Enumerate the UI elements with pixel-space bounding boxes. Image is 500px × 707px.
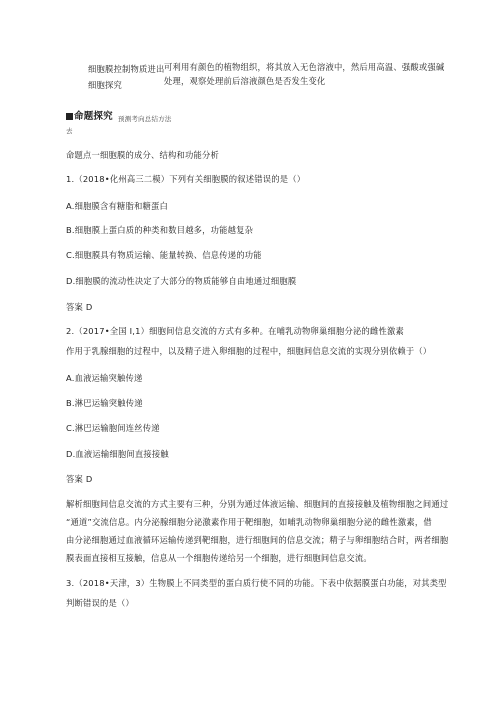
q1-option-a: A.细胞膜含有糖脂和糖蛋白: [66, 201, 169, 211]
q2-option-b: B.淋巴运输突触传递: [66, 398, 143, 408]
table-left-line1: 细胞膜控制物质进出: [88, 64, 165, 74]
q1-option-c: C.细胞膜具有物质运输、能量转换、信息传递的功能: [66, 250, 262, 260]
q2-explanation-line4: 膜表面直接相互接触，信息从一个细胞传递给另一个细胞，进行细胞间信息交流。: [66, 553, 372, 563]
section-subtitle: 预测考向总结方法: [118, 115, 172, 123]
q3-stem-line1: 3.（2018•天津，3）生物膜上不同类型的蛋白质行使不同的功能。下表中依据膜蛋白功能，对其类型: [66, 578, 447, 588]
q2-explanation-line3: 由分泌细胞通过血液循环运输传递到靶细胞，进行细胞间的信息交流；精子与卵细胞结合时，两者细胞: [66, 535, 449, 545]
section-title: 命题探究: [74, 111, 113, 122]
table-left-line2: 细胞探究: [88, 80, 122, 90]
q1-option-d: D.细胞膜的流动性决定了大部分的物质能够自由地通过细胞膜: [66, 276, 297, 286]
section-square-icon: [66, 113, 73, 120]
q2-explanation-line1: 解析细胞间信息交流的方式主要有三种，分别为通过体液运输、细胞间的直接接触及植物细胞之间通过: [66, 499, 449, 509]
q2-stem-line1: 2.（2017•全国 I,1）细胞间信息交流的方式有多种。在哺乳动物卵巢细胞分泌的雌性激素: [66, 326, 405, 336]
topic-heading: 命题点一细胞膜的成分、结构和功能分析: [66, 150, 219, 160]
q2-option-a: A.血液运输突触传递: [66, 373, 143, 383]
q1-answer: 答案 D: [66, 302, 93, 312]
q2-option-d: D.血液运输细胞间直接接触: [66, 449, 169, 459]
table-right-line1: 可利用有颜色的植物组织，将其放入无色溶液中，然后用高温、强酸或强碱: [164, 62, 445, 72]
q2-explanation-line2: “通道”交流信息。内分泌腺细胞分泌激素作用于靶细胞，如哺乳动物卵巢细胞分泌的雌性激素，借: [66, 517, 432, 527]
q2-stem-line2: 作用于乳腺细胞的过程中，以及精子进入卵细胞的过程中，细胞间信息交流的实现分别依赖于（）: [66, 346, 432, 356]
q3-stem-line2: 判断错误的是（）: [66, 598, 134, 608]
q1-option-b: B.细胞膜上蛋白质的种类和数目越多，功能越复杂: [66, 225, 254, 235]
q2-option-c: C.淋巴运输胞间连丝传递: [66, 423, 160, 433]
section-stray-char: 去: [66, 127, 73, 135]
table-right-line2: 处理，观察处理前后溶液颜色是否发生变化: [164, 76, 326, 86]
q2-answer: 答案 D: [66, 474, 93, 484]
q1-stem: 1.（2018•化州高三二模）下列有关细胞膜的叙述错误的是（）: [66, 174, 306, 184]
